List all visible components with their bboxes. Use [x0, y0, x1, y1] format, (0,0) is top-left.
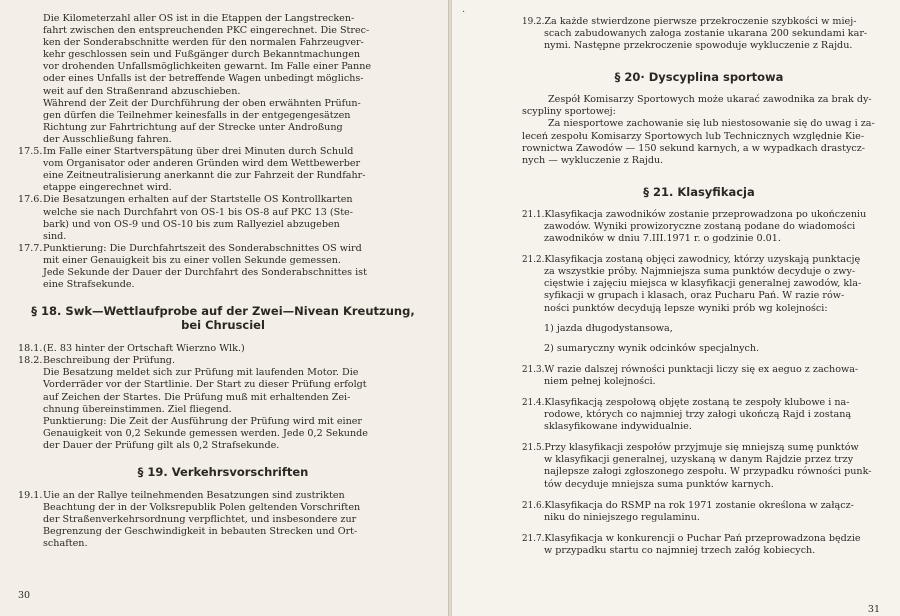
item-number: 21.7.	[522, 533, 545, 544]
text-line: Während der Zeit der Durchführung der oben erwähnten Prüfun-	[43, 97, 361, 109]
text-line: etappe eingerechnet wird.	[43, 182, 172, 194]
text-line: Klasyfikacja zostaną objęci zawodnicy, którzy uzyskają punktację	[544, 254, 861, 266]
item-21-4	[522, 397, 876, 433]
text-line: der Ausschließung fahren.	[43, 133, 172, 145]
item-17-7	[18, 243, 428, 291]
text-line: Za niesportowe zachowanie się lub niestosowanie się do uwag i za-	[548, 118, 875, 130]
text-line: auf Zeichen der Startes. Die Prüfung muß mit erhaltenden Zei-	[43, 391, 351, 403]
text-line: Punktierung: Die Zeit der Ausführung der Prüfung wird mit einer	[43, 415, 363, 427]
text-line: Klasyfikacja zawodników zostanie przeprowadzona po ukończeniu	[544, 208, 867, 220]
section-heading-19: § 19. Verkehrsvorschriften	[137, 465, 309, 479]
text-line: Przy klasyfikacji zespołów przyjmuje się mniejszą sumę punktów	[544, 442, 859, 454]
text-line: Die Kilometerzahl aller OS ist in die Etappen der Langstrecken-	[43, 13, 355, 24]
text-line: tów decyduje mniejsza suma punktów karnych.	[544, 478, 774, 490]
text-line: rownictwa Zawodów — 150 sekund karnych, a w wypadkach drastycz-	[522, 142, 866, 154]
text-line: der Dauer der Prüfung gilt als 0,2 Strafsekunde.	[43, 439, 280, 451]
text-line: (E. 83 hinter der Ortschaft Wierzno Wlk.)	[43, 343, 245, 355]
text-line: nych — wykluczenie z Rajdu.	[522, 154, 664, 166]
text-line: w przypadku startu co najmniej trzech załóg kobiecych.	[544, 544, 816, 556]
text-line: Klasyfikacją zespołową objęte zostaną te zespoły klubowe i na-	[544, 396, 850, 408]
intro-paragraph	[18, 13, 428, 146]
item-21-6	[522, 500, 876, 524]
text-line: oder eines Unfalls ist der betreffende Wagen unbedingt möglichs-	[43, 73, 364, 85]
right-page	[452, 0, 900, 616]
text-line: Jede Sekunde der Dauer der Durchfahrt des Sonderabschnittes ist	[43, 266, 367, 278]
text-line: Beachtung der in der Volksrepublik Polen geltenden Vorschriften	[43, 502, 361, 514]
paragraph-20-2	[522, 118, 876, 166]
page-mark: ·	[462, 7, 466, 18]
item-number: 17.5.	[18, 146, 43, 158]
text-line: eine Zeitneutralisierung anerkannt die zur Fahrzeit der Rundfahr-	[43, 170, 366, 182]
item-19-2	[522, 16, 876, 52]
text-line: schaften.	[43, 538, 88, 550]
text-line: weit auf den Straßenrand abzuschieben.	[43, 85, 241, 97]
text-line: cięstwie i zajęciu miejsca w klasyfikacji generalnej zawodów, kla-	[544, 278, 862, 290]
text-line: Klasyfikacja do RSMP na rok 1971 zostanie określona w załącz-	[544, 499, 854, 511]
text-line: najlepsze załogi zgłoszonego zespołu. W przypadku równości punk-	[544, 466, 872, 478]
text-line: niem pełnej kolejności.	[544, 375, 656, 387]
item-18-2-body	[18, 367, 428, 452]
item-number: 21.2.	[522, 255, 545, 266]
paragraph-20-1	[522, 94, 876, 118]
item-21-5	[522, 442, 876, 490]
text-line: scach zabudowanych załoga zostanie ukarana 200 sekundami kar-	[544, 28, 868, 40]
item-number: 17.6.	[18, 194, 43, 206]
text-line: chnung übereinstimmen. Ziel fliegend.	[43, 403, 232, 415]
text-line: Die Besatzung meldet sich zur Prüfung mit laufenden Motor. Die	[43, 367, 359, 379]
item-19-1	[18, 490, 428, 550]
text-line: nymi. Następne przekroczenie spowoduje wykluczenie z Rajdu.	[544, 40, 853, 52]
section-heading-20: § 20· Dyscyplina sportowa	[614, 70, 784, 85]
item-number: 21.1.	[522, 209, 545, 220]
page-number-right: 31	[867, 604, 880, 615]
item-21-2	[522, 254, 876, 314]
page-number-left: 30	[18, 590, 31, 601]
item-number: 18.1.	[18, 343, 43, 355]
item-number: 17.7.	[18, 242, 43, 254]
text-line: ken der Sonderabschnitte werden für den normalen Fahrzeugver-	[43, 37, 364, 49]
text-line: scypliny sportowej:	[522, 106, 616, 118]
text-line: welche sie nach Durchfahrt von OS-1 bis OS-8 auf PKC 13 (Ste-	[43, 206, 353, 218]
text-line: ności punktów decydują lepsze wyniki prób wg kolejności:	[544, 302, 828, 314]
item-21-3	[522, 364, 876, 388]
item-number: 21.3.	[522, 364, 545, 375]
text-line: zawodów. Wyniki prowizoryczne zostaną podane do wiadomości	[544, 220, 856, 232]
text-line: leceń zespołu Komisarzy Sportowych lub Technicznych względnie Kie-	[522, 130, 865, 142]
text-line: Uie an der Rallye teilnehmenden Besatzungen sind zustrikten	[43, 490, 345, 501]
text-line: Die Besatzungen erhalten auf der Startstelle OS Kontrollkarten	[43, 194, 353, 206]
text-line: niku do niniejszego regulaminu.	[544, 511, 700, 523]
item-number: 21.5.	[522, 443, 545, 454]
item-18-2	[18, 355, 428, 367]
section-heading-18: § 18. Swk—Wettlaufprobe auf der Zwei—Nivean Kreutzung,	[31, 304, 415, 319]
text-line: za wszystkie próby. Najmniejsza suma punktów decyduje o zwy-	[544, 266, 856, 278]
item-21-7	[522, 533, 876, 557]
text-line: Punktierung: Die Durchfahrtszeit des Sonderabschnittes OS wird	[43, 242, 362, 254]
item-17-6	[18, 194, 428, 242]
text-line: kehr geschlossen sein und Fußgänger durch Bekanntmachungen	[43, 49, 361, 61]
text-line: Vorderräder vor der Startlinie. Der Start zu dieser Prüfung erfolgt	[43, 379, 367, 391]
text-line: mit einer Genauigkeit bis zu einer vollen Sekunde gemessen.	[43, 254, 341, 266]
item-number: 19.1.	[18, 490, 43, 501]
text-line: w klasyfikacji generalnej, uzyskaną w danym Rajdzie przez trzy	[544, 454, 854, 466]
text-line: syfikacji w grupach i klasach, oraz Pucharu Pań. W razie rów-	[544, 290, 845, 302]
item-17-5	[18, 146, 428, 194]
text-line: Richtung zur Fahrtrichtung auf der Strecke unter Androßung	[43, 121, 343, 133]
text-line: Za każde stwierdzone pierwsze przekroczenie szybkości w miej-	[544, 16, 857, 27]
text-line: Beschreibung der Prüfung.	[43, 355, 175, 367]
item-number: 21.4.	[522, 397, 545, 408]
section-heading-21: § 21. Klasyfikacja	[643, 184, 755, 199]
text-line: W razie dalszej równości punktacji liczy się ex aeguo z zachowa-	[544, 363, 859, 375]
text-line: Begrenzung der Geschwindigkeit in bebauten Strecken und Ort-	[43, 526, 358, 538]
text-line: eine Strafsekunde.	[43, 279, 135, 291]
text-line: sklasyfikowane indywidualnie.	[544, 421, 692, 433]
text-line: Klasyfikacja w konkurencji o Puchar Pań przeprowadzona będzie	[544, 532, 861, 544]
text-line: fahrt zwischen den entspreuchenden PKC eingerechnet. Die Strec-	[43, 25, 370, 37]
item-number: 18.2.	[18, 355, 43, 367]
sub-item-1: 1) jazda długodystansowa,	[544, 322, 673, 334]
item-18-1	[18, 343, 428, 355]
text-line: Zespół Komisarzy Sportowych może ukarać zawodnika za brak dy-	[548, 94, 872, 106]
section-heading-18-line2: bei Chrusciel	[181, 318, 265, 333]
text-line: der Straßenverkehrsordnung verpflichtet, und insbesondere zur	[43, 514, 357, 526]
text-line: Im Falle einer Startverspätung über drei Minuten durch Schuld	[43, 146, 354, 158]
item-number: 19.2.	[522, 17, 545, 27]
item-number: 21.6.	[522, 500, 545, 511]
text-line: vor drohenden Unfallsmöglichkeiten gewarnt. Im Falle einer Panne	[43, 61, 372, 73]
text-line: zawodników w dniu 7.III.1971 r. o godzinie 0.01.	[544, 233, 781, 245]
text-line: rodowe, których co najmniej trzy załogi ukończą Rajd i zostaną	[544, 409, 852, 421]
text-line: Genauigkeit von 0,2 Sekunde gemessen werden. Jede 0,2 Sekunde	[43, 427, 368, 439]
text-line: vom Organisator oder anderen Gründen wird dem Wettbewerber	[43, 158, 361, 170]
item-21-1	[522, 209, 876, 245]
text-line: gen dürfen die Teilnehmer keinesfalls in der entgegengesätzen	[43, 109, 351, 121]
sub-item-2: 2) sumaryczny wynik odcinków specjalnych.	[544, 342, 760, 354]
left-page	[0, 0, 448, 616]
text-line: bark) und von OS-9 und OS-10 bis zum Rallyeziel abzugeben	[43, 218, 340, 230]
text-line: sind.	[43, 230, 67, 242]
